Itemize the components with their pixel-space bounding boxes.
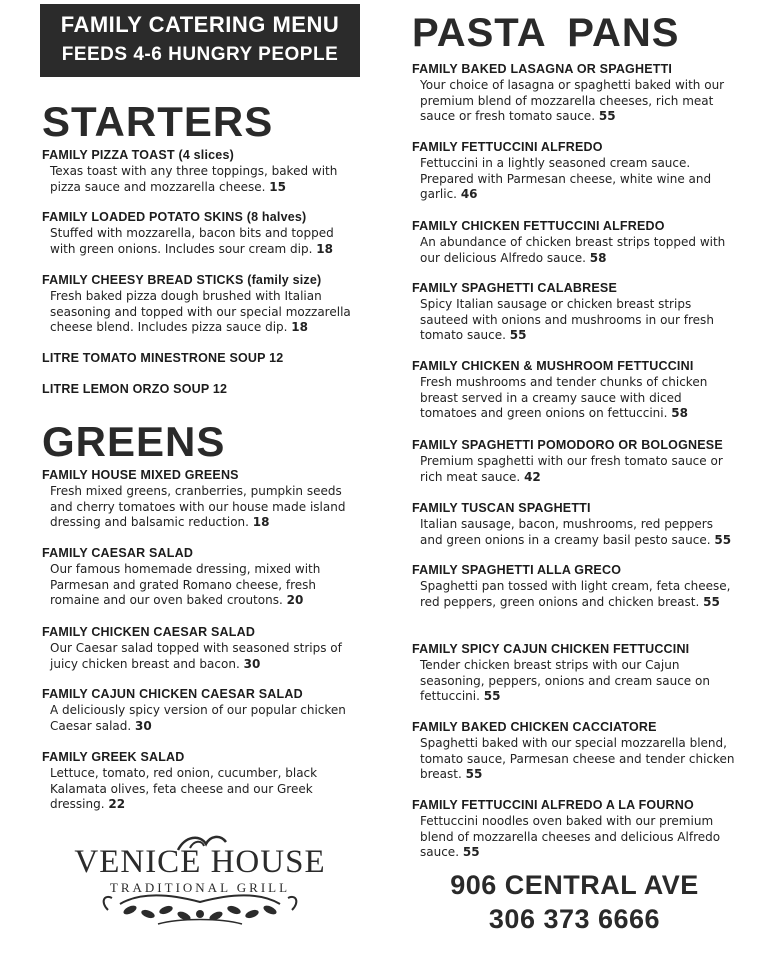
item-price: 30 bbox=[135, 718, 152, 733]
menu-item bbox=[412, 218, 737, 266]
item-price: 18 bbox=[316, 241, 333, 256]
item-desc: Spaghetti pan tossed with light cream, feta cheese, red peppers, green onions and chicken breast. 55 bbox=[420, 579, 731, 609]
item-desc: Fresh baked pizza dough brushed with Italian seasoning and topped with our special mozzarella cheese blend. Includes pizza sauce dip. 18 bbox=[50, 289, 351, 335]
item-desc: Lettuce, tomato, red onion, cucumber, black Kalamata olives, feta cheese and our Greek dressing. 22 bbox=[50, 766, 318, 812]
venice-house-logo bbox=[60, 832, 340, 932]
item-price: 18 bbox=[252, 515, 270, 530]
item-name: FAMILY FETTUCCINI ALFREDO bbox=[412, 140, 603, 154]
item-desc: Italian sausage, bacon, mushrooms, red peppers and green onions in a creamy basil pesto sauce. 55 bbox=[420, 517, 732, 547]
item-desc: Tender chicken breast strips with our Cajun seasoning, peppers, onions and cream sauce on fettuccini. 55 bbox=[420, 658, 710, 704]
item-desc: Stuffed with mozzarella, bacon bits and topped with green onions. Includes sour cream dip. 18 bbox=[50, 226, 334, 256]
menu-item bbox=[412, 358, 737, 422]
item-price: 18 bbox=[291, 320, 308, 335]
menu-item bbox=[412, 61, 737, 125]
item-name: FAMILY CHICKEN FETTUCCINI ALFREDO bbox=[412, 219, 665, 233]
menu-item bbox=[412, 139, 737, 203]
item-name: FAMILY CHICKEN CAESAR SALAD bbox=[42, 625, 256, 639]
menu-item bbox=[412, 500, 737, 548]
menu-item bbox=[42, 209, 362, 257]
item-name: FAMILY SPICY CAJUN CHICKEN FETTUCCINI bbox=[412, 642, 690, 656]
item-price: 30 bbox=[243, 656, 261, 671]
item-name: FAMILY SPAGHETTI POMODORO OR BOLOGNESE bbox=[412, 438, 723, 452]
menu-item bbox=[42, 381, 362, 397]
item-name: FAMILY BAKED CHICKEN CACCIATORE bbox=[412, 720, 657, 734]
starters-title: STARTERS bbox=[42, 98, 274, 145]
menu-item bbox=[412, 280, 737, 344]
item-desc: Our famous homemade dressing, mixed with Parmesan and grated Romano cheese, fresh romaine and our oven baked croutons. 20 bbox=[50, 562, 321, 608]
item-price: 55 bbox=[598, 109, 616, 124]
item-price: 55 bbox=[714, 532, 732, 547]
item-desc: Spicy Italian sausage or chicken breast strips sauteed with onions and mushrooms in our fresh tomato sauce. 55 bbox=[420, 297, 714, 343]
item-name: FAMILY TUSCAN SPAGHETTI bbox=[412, 501, 591, 515]
item-price: 55 bbox=[703, 594, 720, 609]
item-desc: A deliciously spicy version of our popular chicken Caesar salad. 30 bbox=[50, 703, 346, 733]
item-price: 55 bbox=[483, 689, 501, 704]
item-desc: Fettuccini in a lightly seasoned cream sauce. Prepared with Parmesan cheese, white wine and garlic. 46 bbox=[420, 156, 712, 202]
menu-item bbox=[42, 686, 362, 734]
item-name: FAMILY PIZZA TOAST (4 slices) bbox=[42, 148, 234, 162]
menu-item bbox=[42, 545, 362, 609]
menu-item bbox=[42, 749, 362, 813]
address-text: 906 CENTRAL AVE bbox=[450, 870, 699, 900]
menu-item bbox=[412, 641, 737, 705]
greens-title: GREENS bbox=[42, 418, 226, 465]
menu-item bbox=[42, 147, 362, 195]
item-price: 15 bbox=[269, 179, 286, 194]
item-desc: Texas toast with any three toppings, baked with pizza sauce and mozzarella cheese. 15 bbox=[50, 164, 338, 194]
item-name: FAMILY CHICKEN & MUSHROOM FETTUCCINI bbox=[412, 359, 694, 373]
item-price: 58 bbox=[589, 250, 607, 265]
item-name: LITRE TOMATO MINESTRONE SOUP 12 bbox=[42, 351, 284, 365]
logo-subtitle: TRADITIONAL GRILL bbox=[109, 880, 291, 895]
item-desc: Our Caesar salad topped with seasoned strips of juicy chicken breast and bacon. 30 bbox=[50, 641, 342, 671]
item-desc: Fettuccini noodles oven baked with our premium blend of mozzarella cheeses and delicious Alfredo sauce. 55 bbox=[420, 814, 721, 860]
phone-number: 306 373 6666 bbox=[488, 904, 661, 934]
item-name: FAMILY GREEK SALAD bbox=[42, 750, 185, 764]
item-name: FAMILY CAJUN CHICKEN CAESAR SALAD bbox=[42, 687, 303, 701]
item-name: FAMILY SPAGHETTI CALABRESE bbox=[412, 281, 617, 295]
item-price: 55 bbox=[509, 328, 527, 343]
item-price: 46 bbox=[460, 187, 478, 202]
menu-item bbox=[42, 272, 362, 336]
item-name: FAMILY CAESAR SALAD bbox=[42, 546, 194, 560]
menu-item bbox=[412, 437, 737, 485]
menu-item bbox=[42, 467, 362, 531]
menu-item bbox=[42, 350, 362, 366]
menu-item bbox=[42, 624, 362, 672]
menu-item bbox=[412, 797, 737, 861]
item-desc: Premium spaghetti with our fresh tomato sauce or rich meat sauce. 42 bbox=[420, 454, 723, 484]
item-desc: Fresh mushrooms and tender chunks of chicken breast served in a creamy sauce with diced tomatoes and green onions on fettuccini. 58 bbox=[420, 375, 708, 421]
item-name: FAMILY FETTUCCINI ALFREDO A LA FOURNO bbox=[412, 798, 694, 812]
item-name: FAMILY LOADED POTATO SKINS (8 halves) bbox=[42, 210, 307, 224]
item-desc: Your choice of lasagna or spaghetti baked with our premium blend of mozzarella cheeses, rich meat sauce or fresh tomato sauce. 55 bbox=[420, 78, 725, 124]
item-price: 55 bbox=[465, 767, 483, 782]
item-name: FAMILY SPAGHETTI ALLA GRECO bbox=[412, 563, 622, 577]
logo-name: VENICE HOUSE bbox=[74, 844, 326, 880]
item-price: 20 bbox=[286, 593, 304, 608]
item-name: FAMILY CHEESY BREAD STICKS (family size) bbox=[42, 273, 322, 287]
header-subtitle: FEEDS 4-6 HUNGRY PEOPLE bbox=[61, 44, 339, 65]
item-price: 55 bbox=[462, 845, 480, 860]
item-name: LITRE LEMON ORZO SOUP 12 bbox=[42, 382, 228, 396]
item-desc: An abundance of chicken breast strips topped with our delicious Alfredo sauce. 58 bbox=[420, 235, 726, 265]
pasta-pans-title: PASTA PANS bbox=[412, 11, 680, 55]
catering-header bbox=[40, 4, 360, 77]
menu-item bbox=[412, 562, 737, 610]
item-name: FAMILY HOUSE MIXED GREENS bbox=[42, 468, 239, 482]
item-name: FAMILY BAKED LASAGNA OR SPAGHETTI bbox=[412, 62, 673, 76]
header-title: FAMILY CATERING MENU bbox=[60, 12, 340, 37]
item-desc: Spaghetti baked with our special mozzarella blend, tomato sauce, Parmesan cheese and tender chicken breast. 55 bbox=[420, 736, 735, 782]
item-price: 58 bbox=[671, 406, 688, 421]
item-price: 22 bbox=[108, 797, 126, 812]
item-desc: Fresh mixed greens, cranberries, pumpkin seeds and cherry tomatoes with our house made island dressing and balsamic reduction. 18 bbox=[50, 484, 346, 530]
menu-item bbox=[412, 719, 737, 783]
item-price: 42 bbox=[524, 469, 541, 484]
